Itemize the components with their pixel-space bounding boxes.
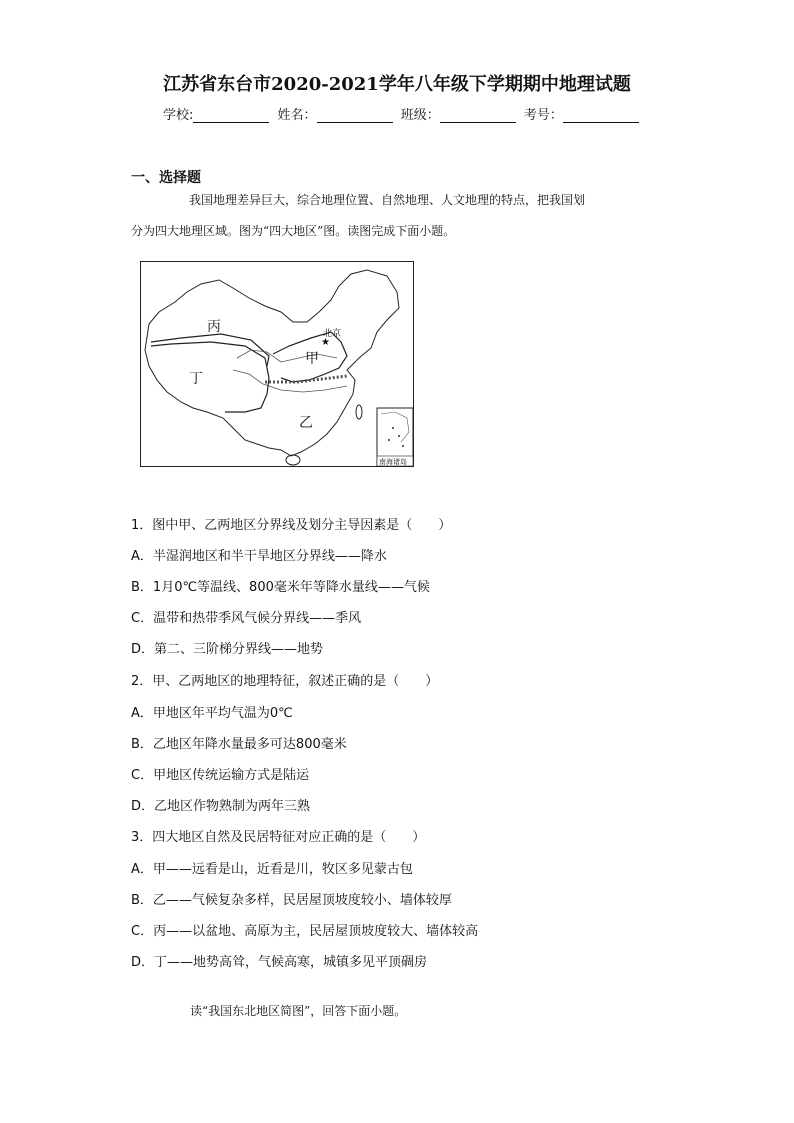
question-2-option-a: A．甲地区年平均气温为0℃ [131, 706, 293, 721]
hainan-island [286, 455, 300, 465]
beijing-label: 北京 [323, 329, 342, 339]
region-label-bing: 丙 [207, 319, 221, 335]
question-3-option-a: A．甲——远看是山，近看是川，牧区多见蒙古包 [131, 862, 413, 877]
taiwan-island [356, 405, 362, 419]
beijing-star: ★ [321, 337, 330, 348]
question-2-stem: 2．甲、乙两地区的地理特征，叙述正确的是（ ） [131, 674, 439, 689]
class-label: 班级： [400, 108, 440, 123]
name-label: 姓名： [277, 108, 317, 123]
question-1-option-c: C．温带和热带季风气候分界线——季风 [131, 611, 362, 626]
question-2-option-b: B．乙地区年降水量最多可达800毫米 [131, 737, 347, 752]
question-1-stem: 1．图中甲、乙两地区分界线及划分主导因素是（ ） [131, 518, 452, 533]
region-label-yi: 乙 [299, 415, 313, 431]
class-blank [440, 108, 516, 123]
next-question-intro: 读“我国东北地区简图”，回答下面小题。 [190, 1004, 407, 1018]
exam-title: 江苏省东台市2020-2021学年八年级下学期期中地理试题 [163, 74, 631, 95]
question-1-option-b: B．1月0℃等温线、800毫米年等降水量线——气候 [131, 580, 430, 595]
inset-label: 南海诸岛 [379, 458, 407, 466]
yellow-river [237, 350, 337, 362]
region-label-ding: 丁 [189, 371, 203, 387]
four-regions-map [140, 261, 414, 467]
intro-line-1: 我国地理差异巨大，综合地理位置、自然地理、人文地理的特点，把我国划 [189, 193, 586, 207]
china-outline-drawing [141, 262, 415, 468]
number-blank [563, 108, 639, 123]
question-1-option-a: A．半湿润地区和半干旱地区分界线——降水 [131, 549, 387, 564]
section-title: 一、选择题 [131, 170, 201, 186]
qinling-huaihe-line [265, 376, 347, 382]
question-2-option-d: D．乙地区作物熟制为两年三熟 [131, 799, 311, 814]
question-3-stem: 3．四大地区自然及民居特征对应正确的是（ ） [131, 830, 426, 845]
number-label: 考号： [523, 108, 563, 123]
question-3-option-d: D．丁——地势高耸，气候高寒，城镇多见平顶碉房 [131, 955, 428, 970]
ding-boundary [151, 342, 269, 412]
china-border [145, 270, 399, 456]
question-3-option-c: C．丙——以盆地、高原为主，民居屋顶坡度较大、墙体较高 [131, 924, 479, 939]
intro-line-2: 分为四大地理区域。图为“四大地区”图。读图完成下面小题。 [131, 224, 456, 238]
student-info-line [163, 104, 643, 123]
question-3-option-b: B．乙——气候复杂多样，民居屋顶坡度较小、墙体较厚 [131, 893, 452, 908]
school-blank [193, 108, 269, 123]
region-label-jia: 甲 [305, 351, 319, 367]
question-1-option-d: D．第二、三阶梯分界线——地势 [131, 642, 324, 657]
school-label: 学校: [163, 108, 194, 123]
name-blank [317, 108, 393, 123]
question-2-option-c: C．甲地区传统运输方式是陆运 [131, 768, 310, 783]
